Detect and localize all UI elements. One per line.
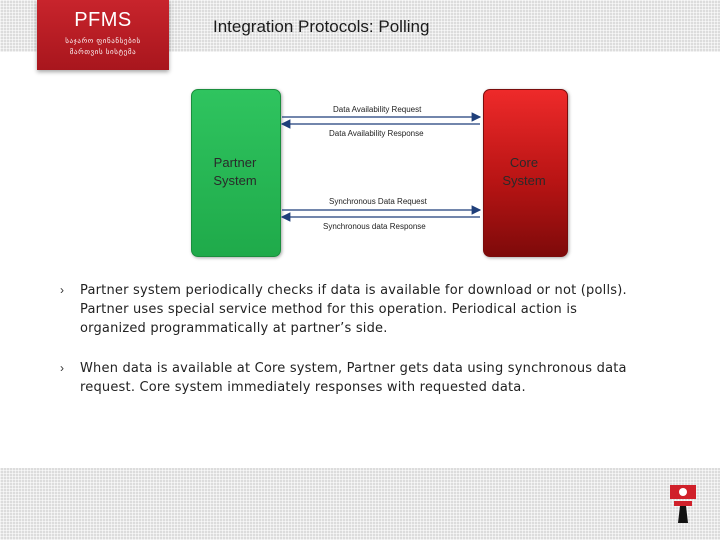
message-synchronous-data-request: Synchronous Data Request (329, 197, 427, 206)
bullet-marker: › (60, 283, 64, 297)
message-data-availability-response: Data Availability Response (329, 129, 424, 138)
message-synchronous-data-response: Synchronous data Response (323, 222, 426, 231)
logo-title: PFMS (74, 9, 132, 31)
logo-subtitle-line1: საჯარო ფინანსების (65, 38, 141, 45)
bullet-marker: › (60, 361, 64, 375)
core-system-label: Core System (502, 155, 546, 188)
person-logo-icon (670, 485, 696, 525)
message-data-availability-request: Data Availability Request (333, 105, 422, 114)
partner-system-label: Partner System (213, 155, 257, 188)
logo-subtitle-line2: მართვის სისტემა (69, 49, 137, 56)
bullet-text: When data is available at Core system, Partner gets data using synchronous data request. Core system immediately responses with requested data. (80, 361, 627, 395)
bullet-text: Partner system periodically checks if data is available for download or not (polls). Partner uses special service method for this operation. Periodical action is organized programmatically at partner’s side. (80, 283, 627, 336)
slide-title: Integration Protocols: Polling (213, 17, 430, 36)
